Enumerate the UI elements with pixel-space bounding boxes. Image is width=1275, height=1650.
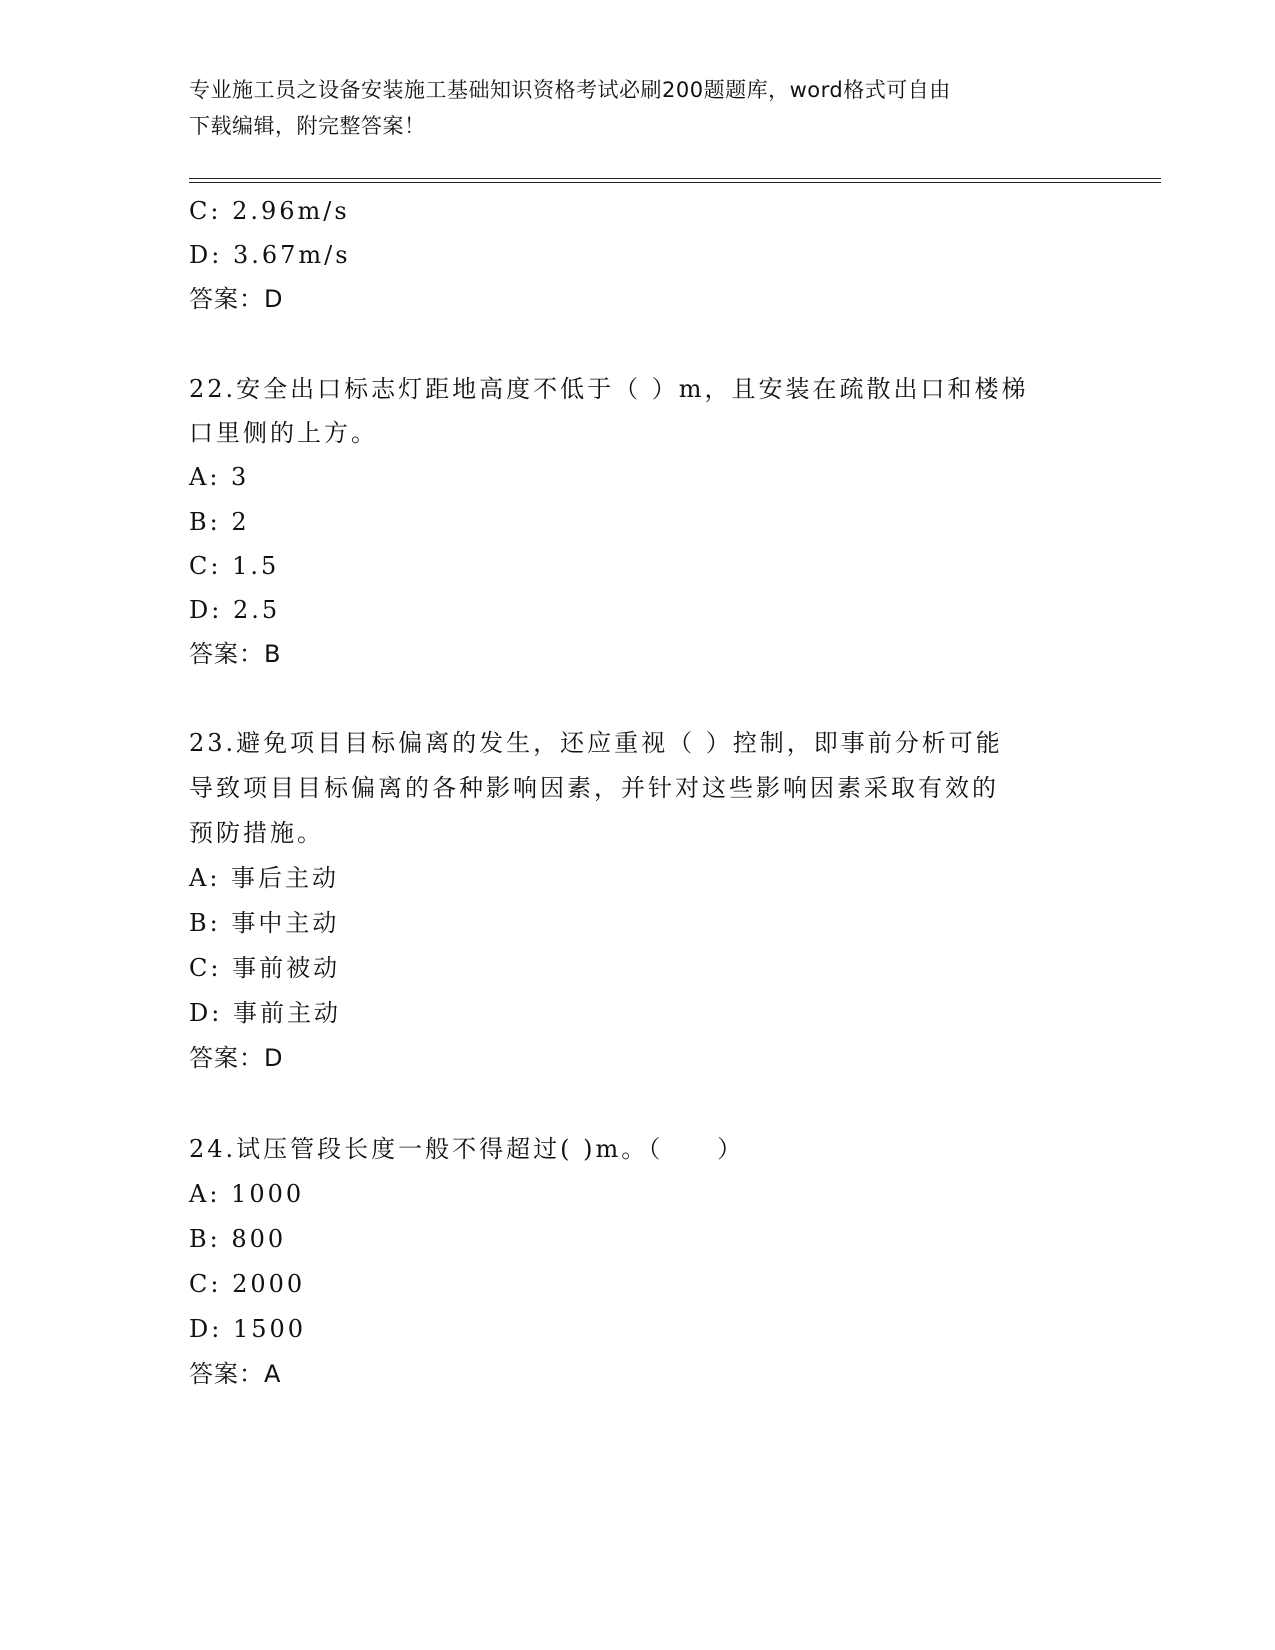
q23-option-c: C: 事前被动	[189, 954, 341, 982]
q22-option-c: C: 1.5	[189, 552, 280, 580]
q23-option-d: D: 事前主动	[189, 999, 341, 1027]
q23-answer: 答案：D	[189, 1044, 284, 1072]
q24-stem-line-1: 24.试压管段长度一般不得超过( )m。（ ）	[189, 1135, 745, 1163]
q24-option-a: A: 1000	[189, 1180, 305, 1208]
q23-stem-line-3: 预防措施。	[189, 819, 324, 847]
document-header	[189, 72, 1089, 144]
q22-option-d: D: 2.5	[189, 596, 281, 624]
q24-option-d: D: 1500	[189, 1315, 307, 1343]
q21-option-c: C: 2.96m/s	[189, 197, 350, 225]
q21-option-d: D: 3.67m/s	[189, 241, 351, 269]
q21-answer: 答案：D	[189, 285, 284, 313]
q22-option-a: A: 3	[189, 463, 250, 491]
header-line-1: 专业施工员之设备安装施工基础知识资格考试必刷200题题库，word格式可自由	[189, 78, 951, 102]
q24-option-c: C: 2000	[189, 1270, 306, 1298]
q22-option-b: B: 2	[189, 508, 250, 536]
q24-option-b: B: 800	[189, 1225, 287, 1253]
header-line-2: 下载编辑，附完整答案！	[189, 114, 426, 138]
q24-answer: 答案：A	[189, 1360, 282, 1388]
q22-answer: 答案：B	[189, 640, 282, 668]
q23-option-a: A: 事后主动	[189, 864, 340, 892]
header-divider-top	[189, 178, 1161, 179]
q23-stem-line-2: 导致项目目标偏离的各种影响因素，并针对这些影响因素采取有效的	[189, 774, 999, 802]
q22-stem-line-2: 口里侧的上方。	[189, 419, 378, 447]
q22-stem-line-1: 22.安全出口标志灯距地高度不低于（ ）m，且安装在疏散出口和楼梯	[189, 375, 1029, 403]
q23-stem-line-1: 23.避免项目目标偏离的发生，还应重视（ ）控制，即事前分析可能	[189, 729, 1003, 757]
q23-option-b: B: 事中主动	[189, 909, 340, 937]
header-divider-bottom	[189, 182, 1161, 183]
